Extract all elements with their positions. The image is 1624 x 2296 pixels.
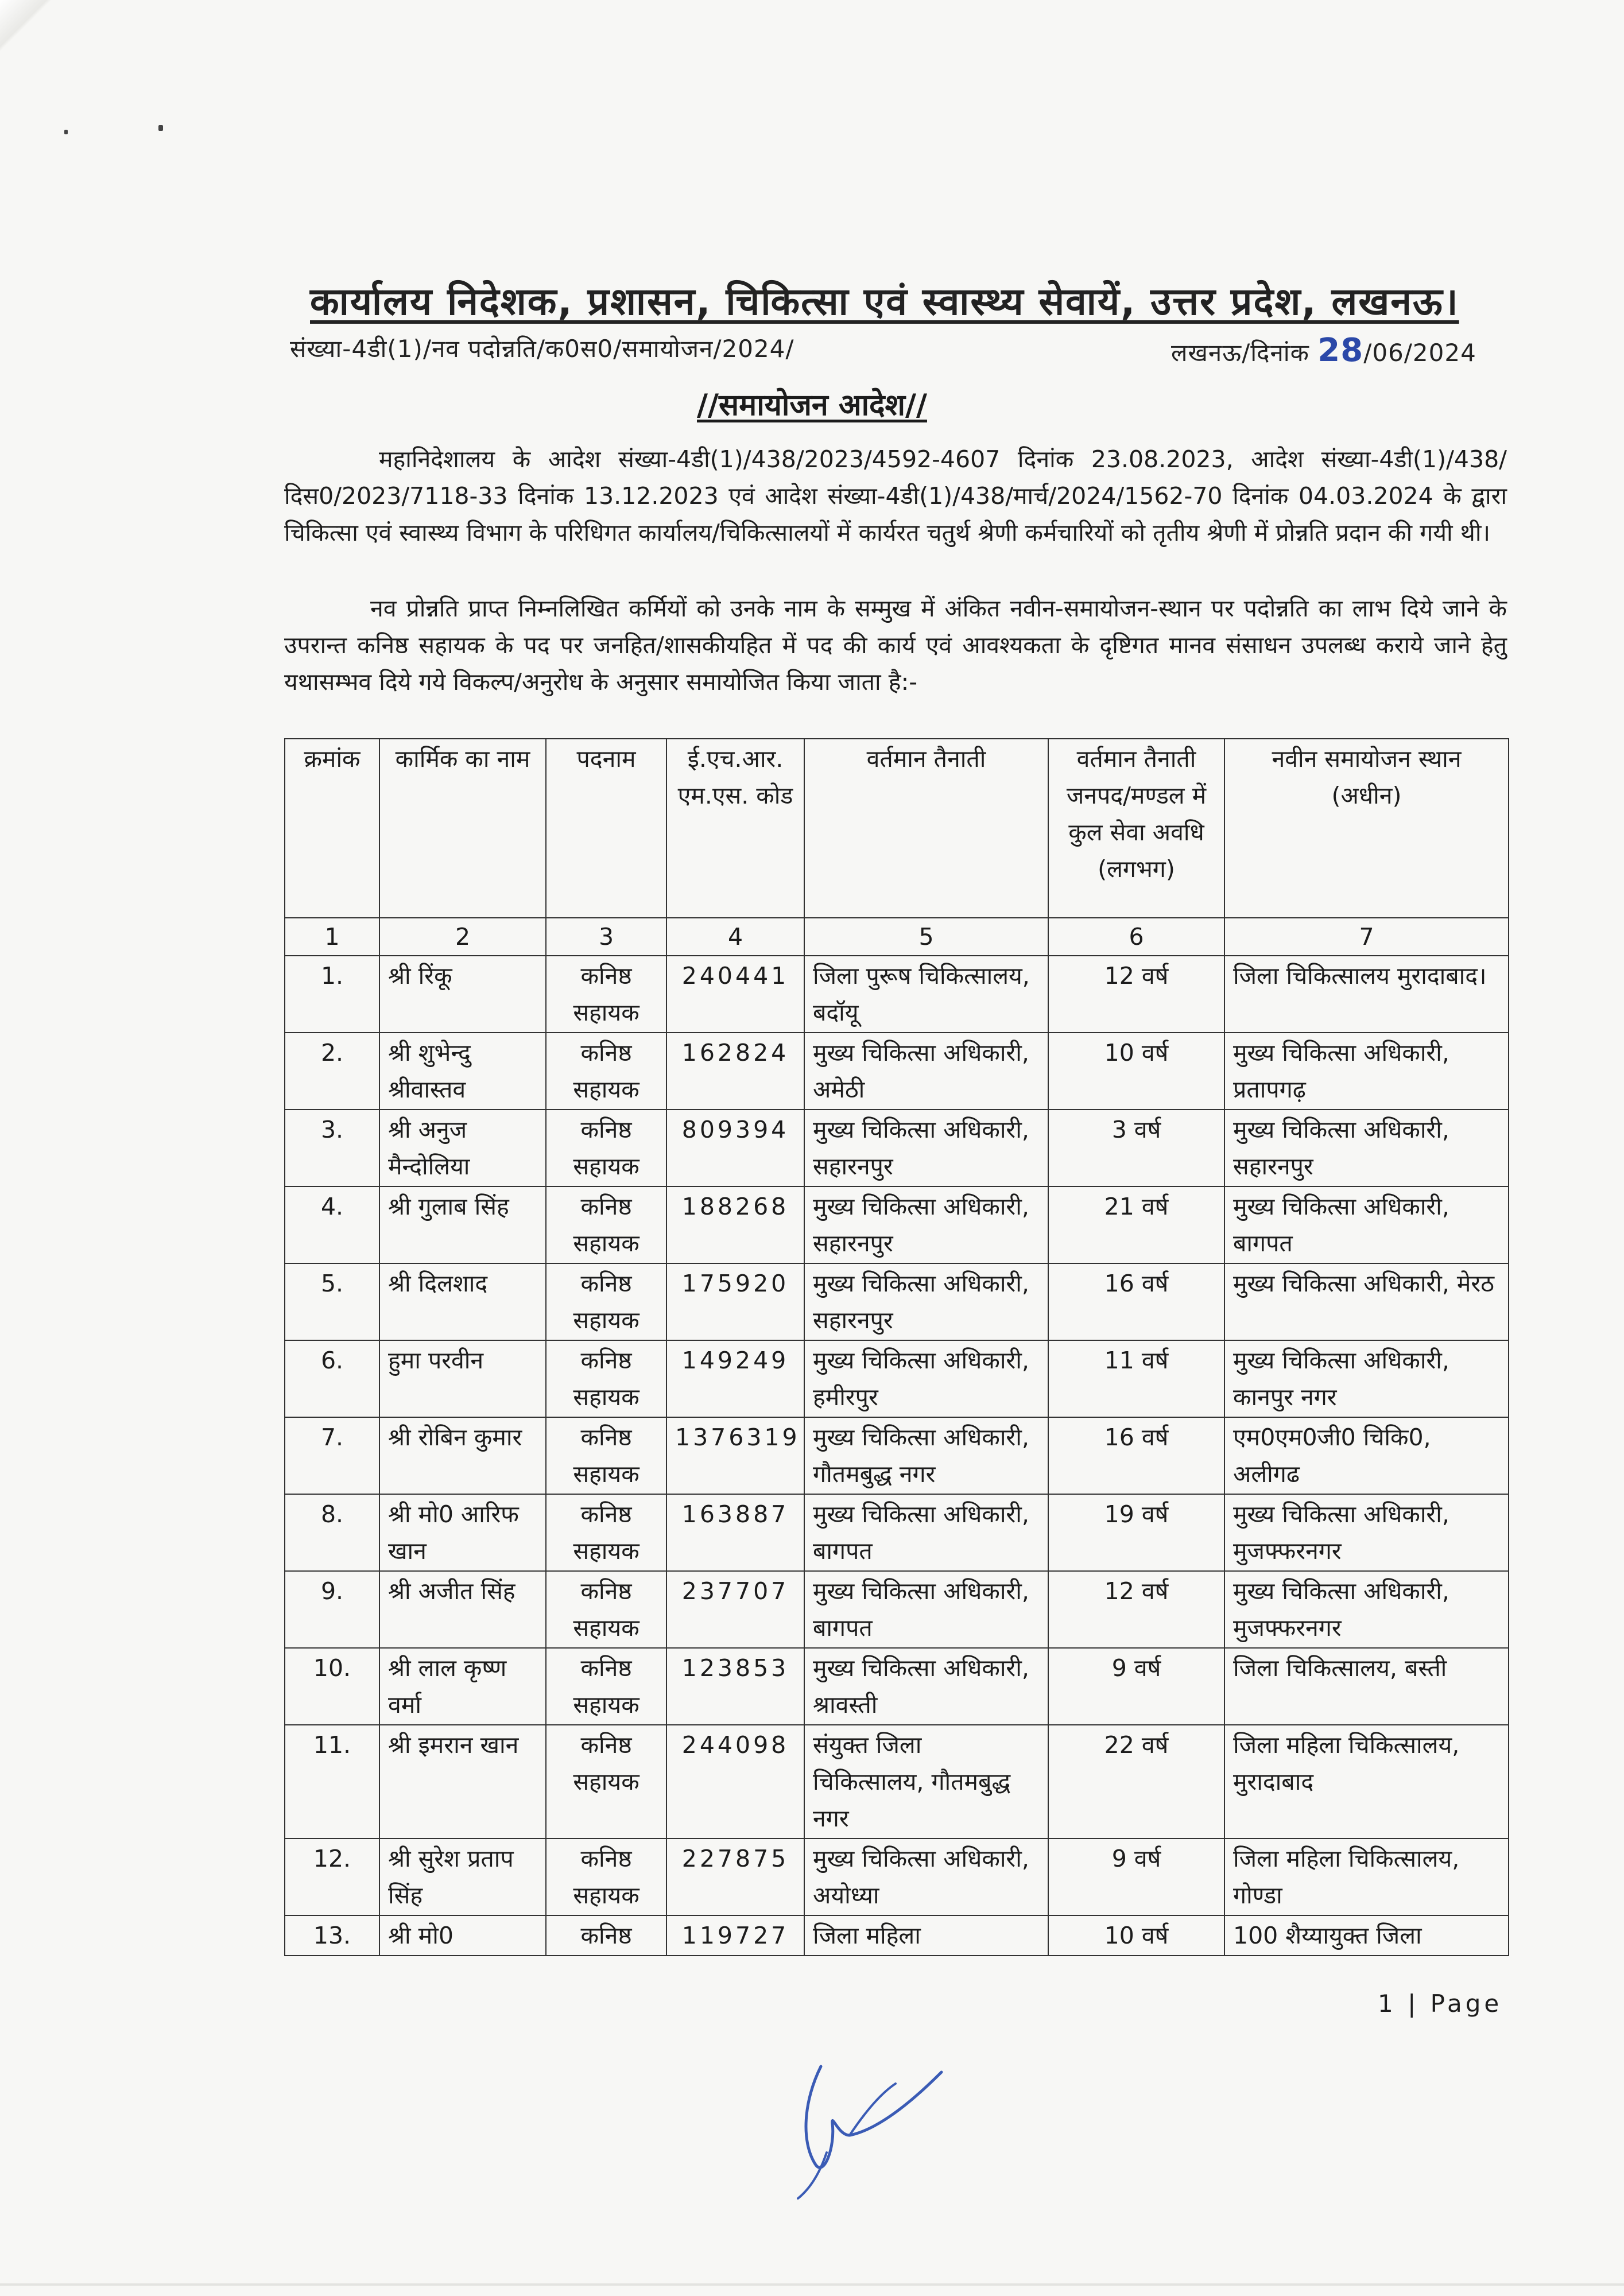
ehrms-code-cell: 119727 — [666, 1915, 804, 1956]
current-posting-cell: मुख्य चिकित्सा अधिकारी, बागपत — [804, 1494, 1048, 1571]
table-row — [285, 956, 1509, 1033]
new-place-cell: जिला महिला चिकित्सालय, मुरादाबाद — [1224, 1725, 1509, 1839]
designation-cell: कनिष्ठ सहायक — [546, 1033, 666, 1110]
service-period-cell: 16 वर्ष — [1048, 1263, 1224, 1340]
table-row — [285, 1494, 1509, 1571]
column-number-row — [285, 918, 1509, 956]
adjustment-table — [284, 738, 1509, 1956]
ehrms-code-cell: 809394 — [666, 1110, 804, 1186]
serial-cell: 7. — [285, 1417, 379, 1494]
name-cell: श्री लाल कृष्ण वर्मा — [379, 1648, 546, 1725]
name-cell: श्री अजीत सिंह — [379, 1571, 546, 1648]
signature-mark — [781, 2049, 953, 2204]
name-cell: श्री मो0 आरिफ खान — [379, 1494, 546, 1571]
current-posting-cell: मुख्य चिकित्सा अधिकारी, अमेठी — [804, 1033, 1048, 1110]
serial-cell: 12. — [285, 1839, 379, 1915]
service-period-cell: 10 वर्ष — [1048, 1915, 1224, 1956]
col-header-new-place: नवीन समायोजन स्थान (अधीन) — [1224, 739, 1509, 918]
table-row — [285, 1263, 1509, 1340]
table-row — [285, 1033, 1509, 1110]
name-cell: श्री रिंकू — [379, 956, 546, 1033]
current-posting-cell: मुख्य चिकित्सा अधिकारी, श्रावस्ती — [804, 1648, 1048, 1725]
table-row — [285, 1648, 1509, 1725]
column-number: 6 — [1048, 918, 1224, 956]
service-period-cell: 16 वर्ष — [1048, 1417, 1224, 1494]
current-posting-cell: मुख्य चिकित्सा अधिकारी, अयोध्या — [804, 1839, 1048, 1915]
new-place-cell: जिला चिकित्सालय, बस्ती — [1224, 1648, 1509, 1725]
column-number: 7 — [1224, 918, 1509, 956]
col-header-ehrms-code: ई.एच.आर. एम.एस. कोड — [666, 739, 804, 918]
new-place-cell: मुख्य चिकित्सा अधिकारी, बागपत — [1224, 1186, 1509, 1263]
page-fold-corner — [0, 0, 52, 52]
date-day-handwritten: 28 — [1317, 332, 1364, 369]
new-place-cell: मुख्य चिकित्सा अधिकारी, मुजफ्फरनगर — [1224, 1494, 1509, 1571]
col-header-designation: पदनाम — [546, 739, 666, 918]
current-posting-cell: जिला पुरूष चिकित्सालय, बदॉयू — [804, 956, 1048, 1033]
ehrms-code-cell: 175920 — [666, 1263, 804, 1340]
service-period-cell: 11 वर्ष — [1048, 1340, 1224, 1417]
current-posting-cell: मुख्य चिकित्सा अधिकारी, सहारनपुर — [804, 1186, 1048, 1263]
designation-cell: कनिष्ठ — [546, 1915, 666, 1956]
designation-cell: कनिष्ठ सहायक — [546, 1494, 666, 1571]
column-number: 4 — [666, 918, 804, 956]
intro-paragraph: महानिदेशालय के आदेश संख्या-4डी(1)/438/2023/4592-4607 दिनांक 23.08.2023, आदेश संख्या-4डी(1)/438/दिस0/2023/7118-33 दिनांक 13.12.2023 एवं आदेश संख्या-4डी(1)/438/मार्च/2024/1562-70 दिनांक 04.03.2024 के द्वारा चिकित्सा एवं स्वास्थ्य विभाग के परिधिगत कार्यालय/चिकित्सालयों में कार्यरत चतुर्थ श्रेणी कर्मचारियों को तृतीय श्रेणी में प्रोन्नति प्रदान की गयी थी। — [284, 445, 1507, 546]
column-number: 2 — [379, 918, 546, 956]
designation-cell: कनिष्ठ सहायक — [546, 1186, 666, 1263]
serial-cell: 13. — [285, 1915, 379, 1956]
column-number: 3 — [546, 918, 666, 956]
date-rest: /06/2024 — [1363, 339, 1476, 367]
new-place-cell: मुख्य चिकित्सा अधिकारी, सहारनपुर — [1224, 1110, 1509, 1186]
service-period-cell: 22 वर्ष — [1048, 1725, 1224, 1839]
service-period-cell: 9 वर्ष — [1048, 1839, 1224, 1915]
serial-cell: 10. — [285, 1648, 379, 1725]
table-row — [285, 1340, 1509, 1417]
designation-cell: कनिष्ठ सहायक — [546, 1417, 666, 1494]
current-posting-cell: मुख्य चिकित्सा अधिकारी, गौतमबुद्ध नगर — [804, 1417, 1048, 1494]
name-cell: श्री सुरेश प्रताप सिंह — [379, 1839, 546, 1915]
designation-cell: कनिष्ठ सहायक — [546, 1263, 666, 1340]
ehrms-code-cell: 163887 — [666, 1494, 804, 1571]
current-posting-cell: संयुक्त जिला चिकित्सालय, गौतमबुद्ध नगर — [804, 1725, 1048, 1839]
service-period-cell: 21 वर्ष — [1048, 1186, 1224, 1263]
table-row — [285, 1110, 1509, 1186]
designation-cell: कनिष्ठ सहायक — [546, 1839, 666, 1915]
new-place-cell: मुख्य चिकित्सा अधिकारी, मेरठ — [1224, 1263, 1509, 1340]
serial-cell: 4. — [285, 1186, 379, 1263]
date-prefix: लखनऊ/दिनांक — [1171, 339, 1309, 367]
name-cell: श्री रोबिन कुमार — [379, 1417, 546, 1494]
designation-cell: कनिष्ठ सहायक — [546, 956, 666, 1033]
ehrms-code-cell: 227875 — [666, 1839, 804, 1915]
service-period-cell: 12 वर्ष — [1048, 956, 1224, 1033]
col-header-name: कार्मिक का नाम — [379, 739, 546, 918]
name-cell: श्री अनुज मैन्दोलिया — [379, 1110, 546, 1186]
order-date — [1171, 332, 1476, 369]
col-header-serial: क्रमांक — [285, 739, 379, 918]
designation-cell: कनिष्ठ सहायक — [546, 1340, 666, 1417]
name-cell: श्री इमरान खान — [379, 1725, 546, 1839]
serial-cell: 11. — [285, 1725, 379, 1839]
current-posting-cell: मुख्य चिकित्सा अधिकारी, बागपत — [804, 1571, 1048, 1648]
scan-speck — [158, 125, 163, 131]
office-title: कार्यालय निदेशक, प्रशासन, चिकित्सा एवं स्वास्थ्य सेवायें, उत्तर प्रदेश, लखनऊ। — [310, 280, 1459, 324]
ehrms-code-cell: 162824 — [666, 1033, 804, 1110]
col-header-service-period: वर्तमान तैनाती जनपद/मण्डल में कुल सेवा अवधि (लगभग) — [1048, 739, 1224, 918]
new-place-cell: मुख्य चिकित्सा अधिकारी, प्रतापगढ़ — [1224, 1033, 1509, 1110]
service-period-cell: 3 वर्ष — [1048, 1110, 1224, 1186]
service-period-cell: 19 वर्ष — [1048, 1494, 1224, 1571]
scan-bottom-edge — [0, 2283, 1624, 2286]
current-posting-cell: मुख्य चिकित्सा अधिकारी, सहारनपुर — [804, 1263, 1048, 1340]
new-place-cell: एम0एम0जी0 चिकि0, अलीगढ — [1224, 1417, 1509, 1494]
serial-cell: 2. — [285, 1033, 379, 1110]
ehrms-code-cell: 123853 — [666, 1648, 804, 1725]
instruction-paragraph: नव प्रोन्नति प्राप्त निम्नलिखित कर्मियों को उनके नाम के सम्मुख में अंकित नवीन-समायोजन-स्थान पर पदोन्नति का लाभ दिये जाने के उपरान्त कनिष्ठ सहायक के पद पर जनहित/शासकीयहित में पद की कार्य एवं आवश्यकता के दृष्टिगत मानव संसाधन उपलब्ध कराये जाने हेतु यथासम्भव दिये गये विकल्प/अनुरोध के अनुसार समायोजित किया जाता है:- — [284, 595, 1507, 696]
order-heading: //समायोजन आदेश// — [697, 388, 927, 422]
current-posting-cell: मुख्य चिकित्सा अधिकारी, सहारनपुर — [804, 1110, 1048, 1186]
serial-cell: 1. — [285, 956, 379, 1033]
ehrms-code-cell: 1376319 — [666, 1417, 804, 1494]
designation-cell: कनिष्ठ सहायक — [546, 1648, 666, 1725]
table-row — [285, 1571, 1509, 1648]
table-row — [285, 1725, 1509, 1839]
serial-cell: 3. — [285, 1110, 379, 1186]
column-number: 5 — [804, 918, 1048, 956]
ehrms-code-cell: 244098 — [666, 1725, 804, 1839]
ehrms-code-cell: 240441 — [666, 956, 804, 1033]
designation-cell: कनिष्ठ सहायक — [546, 1725, 666, 1839]
serial-cell: 9. — [285, 1571, 379, 1648]
service-period-cell: 10 वर्ष — [1048, 1033, 1224, 1110]
designation-cell: कनिष्ठ सहायक — [546, 1571, 666, 1648]
name-cell: श्री गुलाब सिंह — [379, 1186, 546, 1263]
new-place-cell: 100 शैय्यायुक्त जिला — [1224, 1915, 1509, 1956]
service-period-cell: 9 वर्ष — [1048, 1648, 1224, 1725]
designation-cell: कनिष्ठ सहायक — [546, 1110, 666, 1186]
new-place-cell: जिला चिकित्सालय मुरादाबाद। — [1224, 956, 1509, 1033]
table-row — [285, 1186, 1509, 1263]
table-row — [285, 1417, 1509, 1494]
table-header-row — [285, 739, 1509, 918]
column-number: 1 — [285, 918, 379, 956]
current-posting-cell: जिला महिला — [804, 1915, 1048, 1956]
ehrms-code-cell: 237707 — [666, 1571, 804, 1648]
table-row — [285, 1839, 1509, 1915]
new-place-cell: जिला महिला चिकित्सालय, गोण्डा — [1224, 1839, 1509, 1915]
service-period-cell: 12 वर्ष — [1048, 1571, 1224, 1648]
scan-speck — [64, 130, 68, 134]
serial-cell: 6. — [285, 1340, 379, 1417]
reference-number: संख्या-4डी(1)/नव पदोन्नति/क0स0/समायोजन/2024/ — [290, 335, 794, 363]
serial-cell: 8. — [285, 1494, 379, 1571]
name-cell: हुमा परवीन — [379, 1340, 546, 1417]
new-place-cell: मुख्य चिकित्सा अधिकारी, कानपुर नगर — [1224, 1340, 1509, 1417]
ehrms-code-cell: 188268 — [666, 1186, 804, 1263]
ehrms-code-cell: 149249 — [666, 1340, 804, 1417]
new-place-cell: मुख्य चिकित्सा अधिकारी, मुजफ्फरनगर — [1224, 1571, 1509, 1648]
name-cell: श्री दिलशाद — [379, 1263, 546, 1340]
col-header-current-posting: वर्तमान तैनाती — [804, 739, 1048, 918]
name-cell: श्री शुभेन्दु श्रीवास्तव — [379, 1033, 546, 1110]
table-row — [285, 1915, 1509, 1956]
page-number: 1 | Page — [1378, 1989, 1503, 2018]
name-cell: श्री मो0 — [379, 1915, 546, 1956]
serial-cell: 5. — [285, 1263, 379, 1340]
current-posting-cell: मुख्य चिकित्सा अधिकारी, हमीरपुर — [804, 1340, 1048, 1417]
